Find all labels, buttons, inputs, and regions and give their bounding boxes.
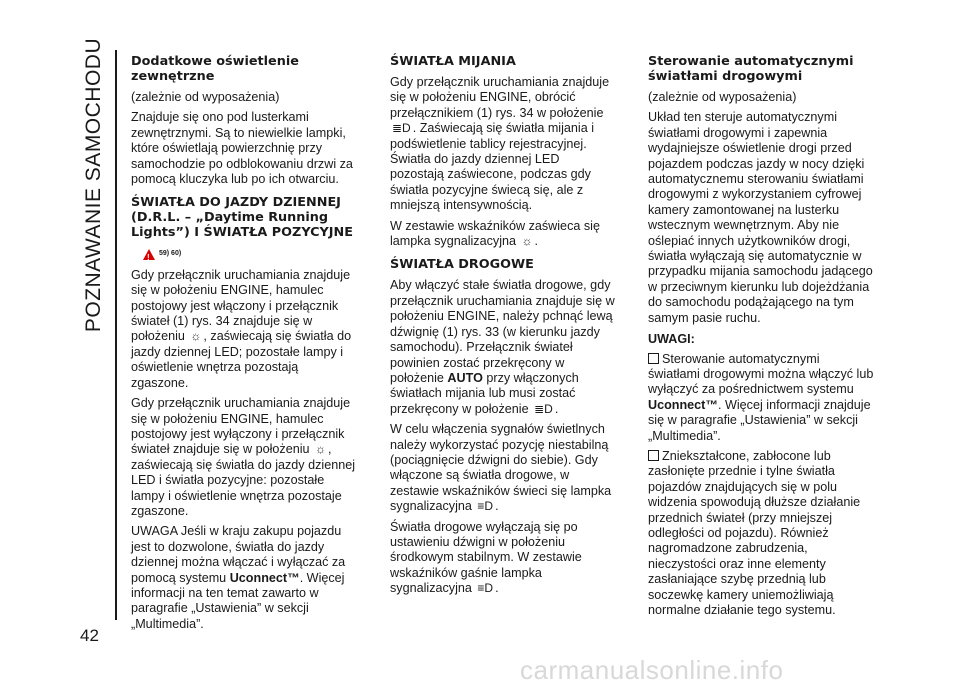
- text: . Więcej informacji na ten temat zawarto w paragrafie „Ustawienia” w sekcji „Multimedia”.: [131, 570, 345, 631]
- paragraph: [131, 396, 357, 519]
- text: W zestawie wskaźników zaświeca się lampka sygnalizacyjna: [390, 218, 600, 249]
- warning-triangle-icon: [143, 249, 155, 260]
- paragraph: W celu włączenia sygnałów świetlnych należy wykorzystać pozycję niestabilną (pociągnięcie dźwigni do siebie). Gdy włączone są światła drogowe, w zestawie wskaźników świeci się lampka sygnalizacyjna ≡D .: [390, 422, 612, 514]
- position-light-icon: ☼: [315, 442, 327, 457]
- position-light-icon: ☼: [190, 329, 202, 344]
- text: przy włączonych światłach mijania lub musi zostać przekręcony w położenie: [390, 370, 579, 416]
- paragraph: Układ ten steruje automatycznymi światłami drogowymi i zapewnia wydajniejsze oświetlenie drogi przed pojazdem podczas jazdy w nocy dzięki automatycznemu sterowaniu światłami drogowymi z wykorzystaniem cyfrowej kamery zamontowanej na lusterku wstecznym wewnętrznym. Aby nie oślepiać innych użytkowników drogi, światła wyłączają się automatycznie w przypadku mijania samochodu jadącego w przeciwnym kierunku lub dojeżdżania do samochodu podążającego na tym samym pasie ruchu.: [648, 110, 873, 325]
- column-1: [131, 54, 357, 637]
- paragraph: Aby włączyć stałe światła drogowe, gdy przełącznik uruchamiania znajduje się w położeniu ENGINE, należy pchnąć lewą dźwignię (1) rys. 33 (w kierunku jazdy samochodu). Przełącznik świateł powinien zostać przekręcony w położenie AUTO przy włączonych światłach mijania lub musi zostać przekręcony w położenie ≣D .: [390, 278, 615, 416]
- section-title: [72, 37, 116, 333]
- text: Światła drogowe wyłączają się po ustawieniu dźwigni w położeniu środkowym stabilnym. W zestawie wskaźników gaśnie lampka sygnalizacyjna: [390, 519, 582, 596]
- text: Gdy przełącznik uruchamiania znajduje się w położeniu ENGINE, obrócić przełącznikiem (1) rys. 34 w położenie: [390, 75, 610, 120]
- low-beam-icon: ≣D: [392, 121, 411, 136]
- column-2: [390, 54, 616, 602]
- paragraph: W zestawie wskaźników zaświeca się lampka sygnalizacyjna ☼ .: [390, 218, 600, 249]
- section-title-text: POZNAWANIE SAMOCHODU: [82, 37, 105, 333]
- brand-name: Uconnect™: [229, 570, 300, 585]
- note-item: [648, 449, 874, 618]
- paragraph: Znajduje się ono pod lusterkami zewnętrznymi. Są to niewielkie lampki, które oświetlają powierzchnię przy samochodzie po odblokowaniu drzwi za pomocą kluczyka lub po ich otwarciu.: [131, 110, 353, 187]
- text: W celu włączenia sygnałów świetlnych należy wykorzystać pozycję niestabilną (pociągnięcie dźwigni do siebie). Gdy włączone są światła drogowe, w zestawie wskaźników świeci się lampka sygnalizacyjna: [390, 422, 612, 514]
- high-beam-icon: ≡D: [477, 581, 494, 596]
- text: Gdy przełącznik uruchamiania znajduje się w położeniu ENGINE, hamulec postojowy jest włączony i przełącznik świateł (1) rys. 34 znajduje się w położeniu: [131, 267, 351, 344]
- paragraph: (zależnie od wyposażenia): [131, 90, 280, 104]
- text: Gdy przełącznik uruchamiania znajduje się w położeniu ENGINE, hamulec postojowy jest wyłączony i przełącznik świateł znajduje się w położeniu: [131, 396, 351, 457]
- high-beam-icon: ≡D: [477, 499, 494, 514]
- text: Zniekształcone, zabłocone lub zasłonięte przednie i tylne światła pojazdów znajdujących się w polu widzenia spowodują dłuższe działanie przednich świateł (przy mniejszej odległości od pojazdu). Również nagromadzone zabrudzenia, nieczystości oraz inne elementy zasłaniające szybę przednią lub soczewkę kamery uniemożliwiają normalne działanie tego systemu.: [648, 448, 861, 617]
- note-box-icon: [648, 353, 659, 364]
- low-beam-icon: ≣D: [534, 401, 553, 416]
- text: , zaświecają się światła do jazdy dziennej LED i światła pozycyjne: pozostałe lampy i oświetlenie wnętrza pozostaje zgaszone.: [131, 442, 356, 518]
- note-box-icon: [648, 450, 659, 461]
- paragraph: [131, 268, 357, 391]
- warning-refs: [143, 246, 357, 261]
- column-3: [648, 54, 874, 623]
- position-light-icon: ☼: [521, 234, 533, 249]
- brand-name: Uconnect™: [648, 397, 718, 412]
- text: , zaświecają się światła do jazdy dziennej LED; pozostałe lampy i oświetlenie wnętrza pozostają zgaszone.: [131, 329, 352, 390]
- heading-exterior-lighting: Dodatkowe oświetlenie zewnętrzne: [131, 54, 299, 84]
- section-divider: [115, 50, 117, 620]
- paragraph: Światła drogowe wyłączają się po ustawieniu dźwigni w położeniu środkowym stabilnym. W zestawie wskaźników gaśnie lampka sygnalizacyjna ≡D .: [390, 519, 582, 596]
- notes-heading: UWAGI:: [648, 332, 695, 347]
- text: Sterowanie automatycznymi światłami drogowymi można włączyć lub wyłączyć za pośrednictwem systemu: [648, 351, 874, 397]
- watermark: carmanualsonline.info: [520, 655, 784, 685]
- heading-drl: ŚWIATŁA DO JAZDY DZIENNEJ (D.R.L. – „Daytime Running Lights”) I ŚWIATŁA POZYCYJNE: [131, 195, 354, 241]
- text: . Więcej informacji znajduje się w paragrafie „Ustawienia” w sekcji „Multimedia”.: [648, 397, 871, 443]
- text: UWAGA Jeśli w kraju zakupu pojazdu jest to dozwolone, światła do jazdy dziennej można włączać i wyłączać za pomocą systemu: [131, 524, 346, 585]
- page-number: 42: [80, 626, 99, 645]
- paragraph: [131, 524, 357, 632]
- heading-low-beam: ŚWIATŁA MIJANIA: [390, 54, 516, 69]
- text: Aby włączyć stałe światła drogowe, gdy przełącznik uruchamiania znajduje się w położeniu ENGINE, należy pchnąć lewą dźwignię (1) rys. 33 (w kierunku jazdy samochodu). Przełącznik świateł powinien zostać przekręcony w położenie: [390, 278, 615, 385]
- note-item: [648, 352, 874, 444]
- auto-label: AUTO: [447, 370, 483, 385]
- paragraph: [390, 75, 616, 214]
- heading-auto-high-beam: Sterowanie automatycznymi światłami drogowymi: [648, 54, 854, 84]
- heading-high-beam: ŚWIATŁA DROGOWE: [390, 257, 534, 273]
- paragraph: (zależnie od wyposażenia): [648, 90, 797, 104]
- text: . Zaświecają się światła mijania i podświetlenie tablicy rejestracyjnej. Światła do jazdy dziennej LED pozostają zaświecone, podczas gdy światła pozycyjne świecą się, ale z mniejszą intensywnością.: [390, 121, 595, 213]
- warning-refs-text: 59) 60): [159, 250, 182, 258]
